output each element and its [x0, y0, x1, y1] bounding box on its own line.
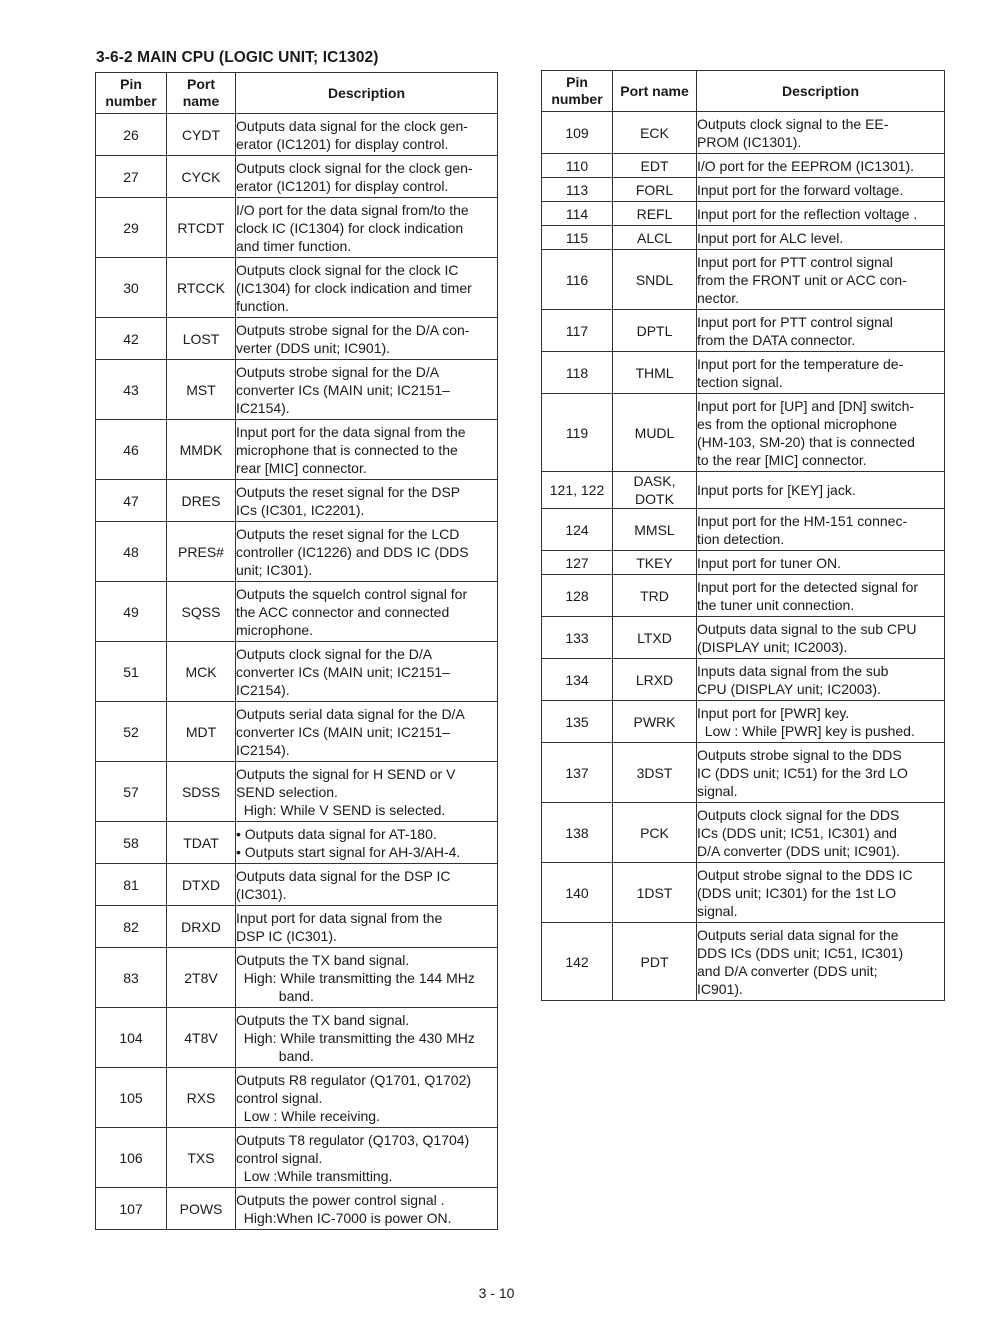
table-row [96, 864, 498, 906]
description-cell [236, 522, 498, 582]
table-row [542, 310, 945, 352]
description-line: High: While transmitting the 430 MHz [236, 1029, 475, 1046]
table-row [542, 226, 945, 250]
description-cell [236, 582, 498, 642]
table-row [542, 352, 945, 394]
port-name-header: Port name [167, 73, 236, 114]
description-line: Outputs clock signal for the clock gen- [236, 159, 473, 176]
description-cell [697, 154, 945, 178]
description-line: High: While transmitting the 144 MHz [236, 969, 475, 986]
port-name-header: Port name [613, 71, 697, 112]
description-cell [236, 360, 498, 420]
description-line: Input port for ALC level. [697, 229, 844, 246]
pin-number-cell: 26 [96, 114, 167, 156]
pin-number-cell: 113 [542, 178, 613, 202]
description-line: unit; IC301). [236, 561, 313, 578]
description-cell [697, 659, 945, 701]
description-cell [236, 480, 498, 522]
table-row [96, 1128, 498, 1188]
description-cell [697, 178, 945, 202]
port-name-cell: 1DST [613, 863, 697, 923]
port-name-cell: RTCCK [167, 258, 236, 318]
description-line: converter ICs (MAIN unit; IC2151– [236, 381, 450, 398]
pin-number-cell: 109 [542, 112, 613, 154]
description-line: Input port for the forward voltage. [697, 181, 904, 198]
pin-number-cell: 121, 122 [542, 472, 613, 509]
description-cell [697, 863, 945, 923]
port-name-cell: RXS [167, 1068, 236, 1128]
description-line: Low :While transmitting. [236, 1167, 393, 1184]
description-header: Description [697, 71, 945, 112]
description-cell [697, 575, 945, 617]
port-name-cell: LTXD [613, 617, 697, 659]
port-name-cell: SQSS [167, 582, 236, 642]
description-line: erator (IC1201) for display control. [236, 177, 449, 194]
description-line: (IC301). [236, 885, 287, 902]
description-line: CPU (DISPLAY unit; IC2003). [697, 680, 881, 697]
port-name-cell: 4T8V [167, 1008, 236, 1068]
table-row [96, 114, 498, 156]
pin-number-cell: 116 [542, 250, 613, 310]
table-row [542, 472, 945, 509]
table-row [542, 701, 945, 743]
description-line: High:When IC-7000 is power ON. [236, 1209, 452, 1226]
pin-number-cell: 46 [96, 420, 167, 480]
table-row [96, 522, 498, 582]
table-row [96, 420, 498, 480]
description-cell [236, 1188, 498, 1230]
description-cell [236, 642, 498, 702]
table-row [96, 360, 498, 420]
port-name-cell: DASK, DOTK [613, 472, 697, 509]
description-line: Outputs the reset signal for the LCD [236, 525, 460, 542]
port-name-cell: DRXD [167, 906, 236, 948]
description-cell [236, 906, 498, 948]
description-line: Outputs strobe signal for the D/A [236, 363, 440, 380]
description-line: Input port for the HM-151 connec- [697, 512, 908, 529]
description-line: Outputs strobe signal for the D/A con- [236, 321, 470, 338]
description-line: Output strobe signal to the DDS IC [697, 866, 913, 883]
description-line: SEND selection. [236, 783, 338, 800]
pin-number-cell: 43 [96, 360, 167, 420]
pin-number-cell: 51 [96, 642, 167, 702]
description-cell [236, 420, 498, 480]
pin-number-cell: 135 [542, 701, 613, 743]
port-name-cell: ALCL [613, 226, 697, 250]
description-line: the ACC connector and connected [236, 603, 450, 620]
description-line: D/A converter (DDS unit; IC901). [697, 842, 901, 859]
table-row [96, 318, 498, 360]
description-line: from the FRONT unit or ACC con- [697, 271, 907, 288]
pin-number-cell: 52 [96, 702, 167, 762]
table-row [96, 642, 498, 702]
table-row [96, 906, 498, 948]
port-name-cell: TKEY [613, 551, 697, 575]
description-line: (DISPLAY unit; IC2003). [697, 638, 848, 655]
table-row [542, 112, 945, 154]
pin-number-cell: 137 [542, 743, 613, 803]
page-number: 3 - 10 [478, 1285, 515, 1301]
description-cell [236, 114, 498, 156]
description-cell [236, 1008, 498, 1068]
port-name-cell: EDT [613, 154, 697, 178]
table-row [542, 659, 945, 701]
description-line: rear [MIC] connector. [236, 459, 367, 476]
description-line: tection signal. [697, 373, 783, 390]
port-name-cell: PRES# [167, 522, 236, 582]
description-cell [236, 258, 498, 318]
pin-number-cell: 30 [96, 258, 167, 318]
description-line: Outputs strobe signal to the DDS [697, 746, 902, 763]
pin-number-cell: 81 [96, 864, 167, 906]
description-line: High: While V SEND is selected. [236, 801, 446, 818]
description-line: Input port for the reflection voltage . [697, 205, 918, 222]
description-cell [697, 701, 945, 743]
table-row [96, 198, 498, 258]
description-cell [697, 226, 945, 250]
port-name-cell: SDSS [167, 762, 236, 822]
description-line: nector. [697, 289, 740, 306]
port-name-cell: PDT [613, 923, 697, 1001]
description-line: Input ports for [KEY] jack. [697, 482, 856, 498]
description-line: control signal. [236, 1089, 323, 1106]
description-line: Input port for PTT control signal [697, 253, 893, 270]
port-name-cell: LRXD [613, 659, 697, 701]
description-line: IC2154). [236, 681, 290, 698]
pin-number-cell: 47 [96, 480, 167, 522]
description-line: IC2154). [236, 741, 290, 758]
description-line: ICs (DDS unit; IC51, IC301) and [697, 824, 897, 841]
description-line: • Outputs start signal for AH-3/AH-4. [236, 843, 461, 860]
description-line: Outputs clock signal for the D/A [236, 645, 433, 662]
table-row [96, 948, 498, 1008]
port-name-cell: MCK [167, 642, 236, 702]
table-row [96, 702, 498, 762]
table-row [96, 1188, 498, 1230]
table-row [542, 743, 945, 803]
port-name-cell: 2T8V [167, 948, 236, 1008]
table-row [542, 551, 945, 575]
description-line: I/O port for the EEPROM (IC1301). [697, 157, 915, 174]
port-name-cell: TRD [613, 575, 697, 617]
description-line: the tuner unit connection. [697, 596, 855, 613]
pin-number-cell: 118 [542, 352, 613, 394]
table-row [542, 250, 945, 310]
description-line: to the rear [MIC] connector. [697, 451, 867, 468]
port-name-cell: CYCK [167, 156, 236, 198]
pin-table-right [541, 70, 945, 1001]
table-row [542, 178, 945, 202]
description-line: Outputs the reset signal for the DSP [236, 483, 461, 500]
description-line: Outputs the TX band signal. [236, 1011, 410, 1028]
pin-number-cell: 133 [542, 617, 613, 659]
description-line: controller (IC1226) and DDS IC (DDS [236, 543, 469, 560]
table-row [542, 863, 945, 923]
description-cell [697, 202, 945, 226]
port-name-cell: POWS [167, 1188, 236, 1230]
description-line: Input port for PTT control signal [697, 313, 893, 330]
description-line: and D/A converter (DDS unit; [697, 962, 878, 979]
description-line: microphone. [236, 621, 314, 638]
description-line: Outputs the squelch control signal for [236, 585, 468, 602]
description-line: Outputs data signal for the DSP IC [236, 867, 451, 884]
pin-number-cell: 57 [96, 762, 167, 822]
description-line: Outputs clock signal for the DDS [697, 806, 900, 823]
description-line: Outputs the signal for H SEND or V [236, 765, 456, 782]
table-row [96, 1008, 498, 1068]
pin-table-left [95, 72, 498, 1230]
port-name-cell: THML [613, 352, 697, 394]
port-name-cell: FORL [613, 178, 697, 202]
description-line: Input port for the detected signal for [697, 578, 919, 595]
port-name-cell: PWRK [613, 701, 697, 743]
table-row [542, 509, 945, 551]
port-name-cell: MMDK [167, 420, 236, 480]
port-name-cell: LOST [167, 318, 236, 360]
description-line: function. [236, 297, 289, 314]
description-line: from the DATA connector. [697, 331, 856, 348]
description-cell [236, 948, 498, 1008]
table-row [542, 394, 945, 472]
description-cell [697, 803, 945, 863]
pin-number-cell: 27 [96, 156, 167, 198]
description-cell [697, 310, 945, 352]
table-row [96, 1068, 498, 1128]
description-line: Input port for the data signal from the [236, 423, 466, 440]
pin-number-cell: 142 [542, 923, 613, 1001]
description-line: Input port for tuner ON. [697, 554, 841, 571]
description-line: Outputs data signal to the sub CPU [697, 620, 917, 637]
description-cell [236, 198, 498, 258]
description-line: IC2154). [236, 399, 290, 416]
pin-table-left-body [96, 114, 498, 1230]
description-line: band. [236, 987, 314, 1004]
pin-number-cell: 119 [542, 394, 613, 472]
pin-number-cell: 58 [96, 822, 167, 864]
port-name-cell: MST [167, 360, 236, 420]
pin-number-cell: 138 [542, 803, 613, 863]
description-cell [697, 551, 945, 575]
table-row [542, 803, 945, 863]
port-name-cell: RTCDT [167, 198, 236, 258]
description-cell [697, 250, 945, 310]
pin-number-cell: 134 [542, 659, 613, 701]
port-name-cell: SNDL [613, 250, 697, 310]
pin-number-header: Pin number [542, 71, 613, 112]
port-name-cell: DPTL [613, 310, 697, 352]
pin-number-cell: 82 [96, 906, 167, 948]
table-row [96, 480, 498, 522]
description-cell [697, 394, 945, 472]
pin-number-cell: 128 [542, 575, 613, 617]
description-line: (HM-103, SM-20) that is connected [697, 433, 915, 450]
port-name-cell: REFL [613, 202, 697, 226]
pin-number-cell: 42 [96, 318, 167, 360]
description-cell [236, 822, 498, 864]
description-line: Low : While [PWR] key is pushed. [697, 722, 915, 739]
pin-number-cell: 115 [542, 226, 613, 250]
description-line: microphone that is connected to the [236, 441, 458, 458]
table-header-row [542, 71, 945, 112]
description-cell [236, 762, 498, 822]
pin-number-cell: 127 [542, 551, 613, 575]
pin-number-cell: 117 [542, 310, 613, 352]
description-cell [697, 472, 945, 509]
table-row [96, 762, 498, 822]
description-cell [236, 156, 498, 198]
port-name-cell: TDAT [167, 822, 236, 864]
description-line: converter ICs (MAIN unit; IC2151– [236, 663, 450, 680]
description-line: Outputs clock signal for the clock IC [236, 261, 459, 278]
port-name-cell: TXS [167, 1128, 236, 1188]
description-line: control signal. [236, 1149, 323, 1166]
description-cell [697, 112, 945, 154]
description-line: signal. [697, 902, 738, 919]
pin-number-header: Pin number [96, 73, 167, 114]
pin-number-cell: 48 [96, 522, 167, 582]
description-line: ICs (IC301, IC2201). [236, 501, 365, 518]
description-line: es from the optional microphone [697, 415, 897, 432]
description-line: Outputs serial data signal for the [697, 926, 899, 943]
description-cell [236, 864, 498, 906]
table-row [542, 617, 945, 659]
table-row [96, 156, 498, 198]
description-line: • Outputs data signal for AT-180. [236, 825, 437, 842]
pin-number-cell: 83 [96, 948, 167, 1008]
port-name-cell: MDT [167, 702, 236, 762]
description-cell [236, 1068, 498, 1128]
port-name-cell: DRES [167, 480, 236, 522]
description-line: IC (DDS unit; IC51) for the 3rd LO [697, 764, 908, 781]
description-cell [697, 743, 945, 803]
port-name-cell: ECK [613, 112, 697, 154]
table-row [96, 822, 498, 864]
pin-number-cell: 105 [96, 1068, 167, 1128]
table-row [96, 258, 498, 318]
port-name-cell: 3DST [613, 743, 697, 803]
description-cell [697, 617, 945, 659]
description-header: Description [236, 73, 498, 114]
description-cell [236, 318, 498, 360]
port-name-cell: PCK [613, 803, 697, 863]
pin-table-right-body [542, 112, 945, 1001]
description-cell [697, 352, 945, 394]
port-name-cell: MMSL [613, 509, 697, 551]
description-line: converter ICs (MAIN unit; IC2151– [236, 723, 450, 740]
description-line: Outputs clock signal to the EE- [697, 115, 889, 132]
pin-number-cell: 140 [542, 863, 613, 923]
description-line: Outputs the TX band signal. [236, 951, 410, 968]
description-line: verter (DDS unit; IC901). [236, 339, 391, 356]
description-line: (IC1304) for clock indication and timer [236, 279, 472, 296]
pin-number-cell: 106 [96, 1128, 167, 1188]
pin-number-cell: 114 [542, 202, 613, 226]
description-line: Outputs the power control signal . [236, 1191, 445, 1208]
description-cell [697, 509, 945, 551]
port-name-cell: CYDT [167, 114, 236, 156]
pin-number-cell: 110 [542, 154, 613, 178]
description-cell [697, 923, 945, 1001]
description-line: Input port for data signal from the [236, 909, 443, 926]
description-line: (DDS unit; IC301) for the 1st LO [697, 884, 897, 901]
table-row [96, 582, 498, 642]
description-line: clock IC (IC1304) for clock indication [236, 219, 464, 236]
description-line: Outputs R8 regulator (Q1701, Q1702) [236, 1071, 472, 1088]
description-line: and timer function. [236, 237, 352, 254]
description-line: DSP IC (IC301). [236, 927, 337, 944]
description-line: Outputs data signal for the clock gen- [236, 117, 468, 134]
description-line: Inputs data signal from the sub [697, 662, 889, 679]
description-cell [236, 702, 498, 762]
description-line: Input port for [PWR] key. [697, 704, 850, 721]
table-row [542, 154, 945, 178]
pin-number-cell: 49 [96, 582, 167, 642]
description-line: PROM (IC1301). [697, 133, 802, 150]
description-line: Outputs T8 regulator (Q1703, Q1704) [236, 1131, 470, 1148]
description-line: Input port for [UP] and [DN] switch- [697, 397, 915, 414]
table-header-row [96, 73, 498, 114]
table-row [542, 202, 945, 226]
pin-number-cell: 29 [96, 198, 167, 258]
port-name-cell: DTXD [167, 864, 236, 906]
pin-number-cell: 104 [96, 1008, 167, 1068]
table-row [542, 923, 945, 1001]
pin-number-cell: 124 [542, 509, 613, 551]
description-line: tion detection. [697, 530, 785, 547]
description-line: signal. [697, 782, 738, 799]
description-line: I/O port for the data signal from/to the [236, 201, 469, 218]
description-line: Low : While receiving. [236, 1107, 380, 1124]
description-line: Input port for the temperature de- [697, 355, 904, 372]
section-title: 3-6-2 MAIN CPU (LOGIC UNIT; IC1302) [96, 49, 379, 66]
description-cell [236, 1128, 498, 1188]
port-name-cell: MUDL [613, 394, 697, 472]
description-line: DDS ICs (DDS unit; IC51, IC301) [697, 944, 904, 961]
description-line: band. [236, 1047, 314, 1064]
description-line: erator (IC1201) for display control. [236, 135, 449, 152]
description-line: IC901). [697, 980, 743, 997]
table-row [542, 575, 945, 617]
description-line: Outputs serial data signal for the D/A [236, 705, 465, 722]
pin-number-cell: 107 [96, 1188, 167, 1230]
